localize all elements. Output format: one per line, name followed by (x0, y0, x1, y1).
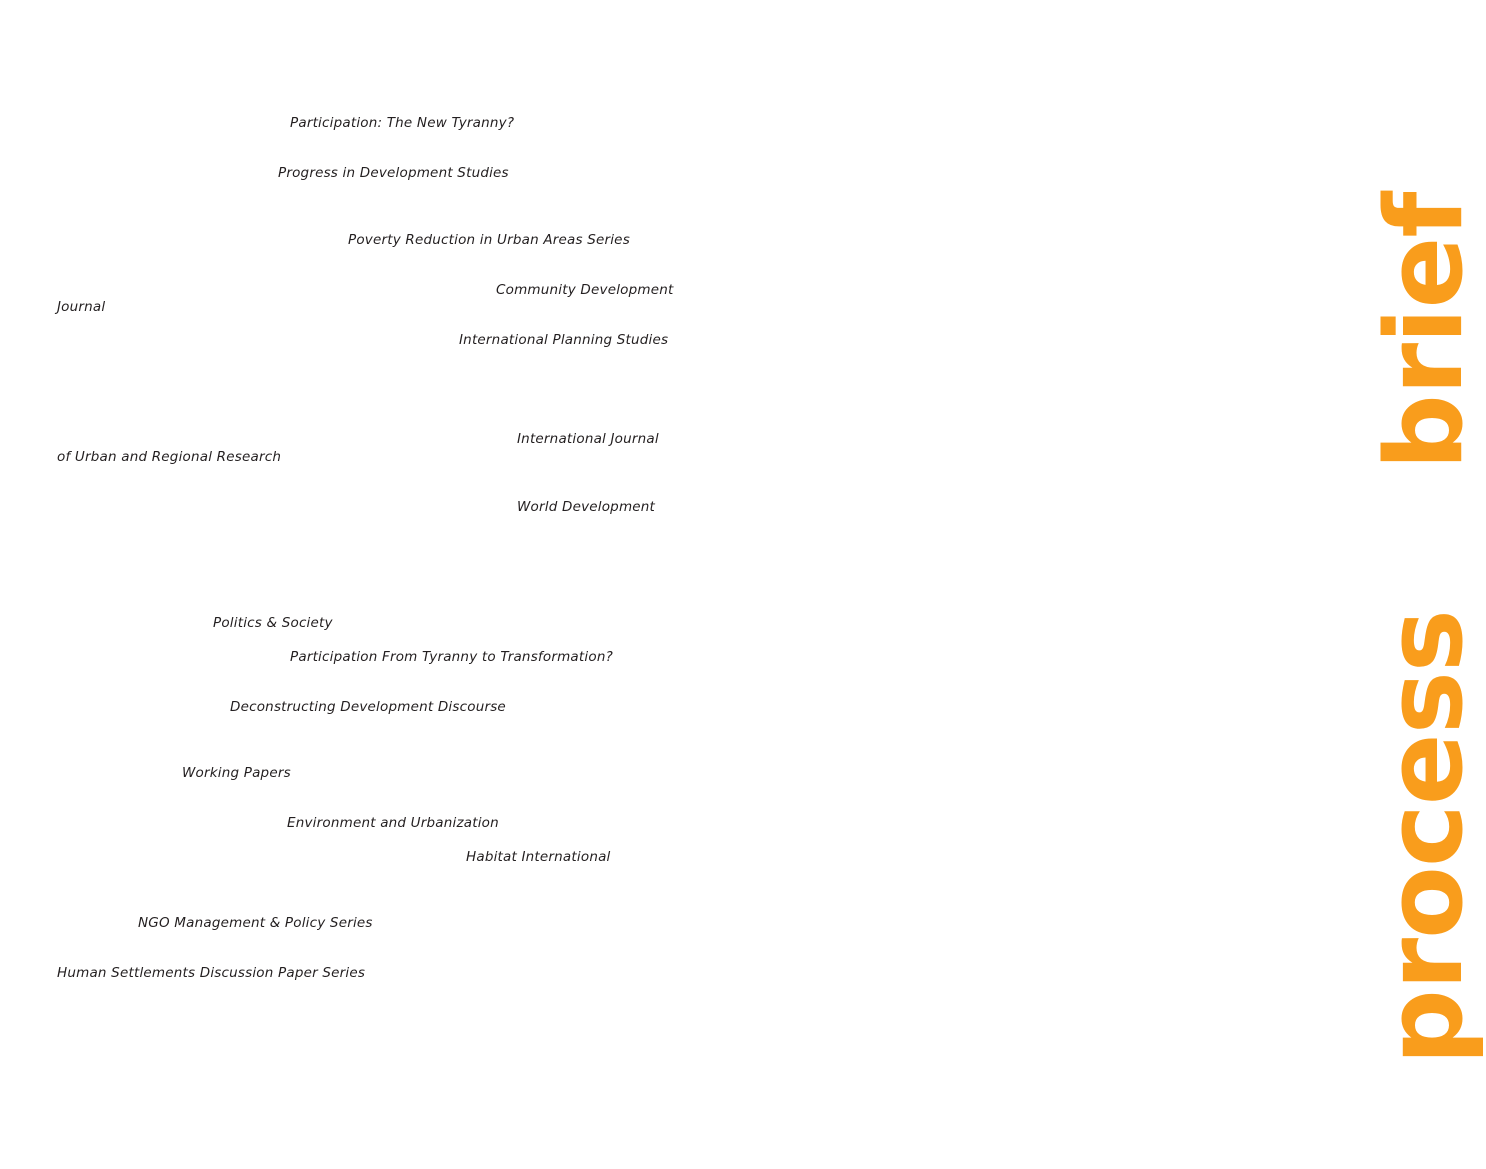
reference-entry: Human Settlements Discussion Paper Series (57, 965, 366, 981)
wordmark-brief: brief (1363, 192, 1486, 470)
reference-entry: Environment and Urbanization (287, 815, 499, 831)
reference-entry: International Planning Studies (459, 332, 669, 348)
vertical-wordmark (660, 0, 1486, 1169)
reference-entry: of Urban and Regional Research (57, 449, 282, 465)
reference-entry: Habitat International (466, 849, 611, 865)
reference-entry: Poverty Reduction in Urban Areas Series (348, 232, 630, 248)
reference-entry: Journal (57, 299, 106, 315)
reference-list (0, 0, 674, 1169)
reference-entry: Progress in Development Studies (278, 165, 509, 181)
reference-entry: International Journal (517, 431, 659, 447)
reference-entry: World Development (517, 499, 656, 515)
reference-entry: NGO Management & Policy Series (138, 915, 373, 931)
wordmark-process: process (1363, 610, 1486, 1065)
reference-entry: Working Papers (182, 765, 291, 781)
reference-entry: Deconstructing Development Discourse (230, 699, 506, 715)
reference-entry: Participation: The New Tyranny? (290, 115, 515, 131)
reference-entry: Participation From Tyranny to Transformation? (290, 649, 613, 665)
reference-entry: Community Development (496, 282, 674, 298)
reference-entry: Politics & Society (213, 615, 333, 631)
